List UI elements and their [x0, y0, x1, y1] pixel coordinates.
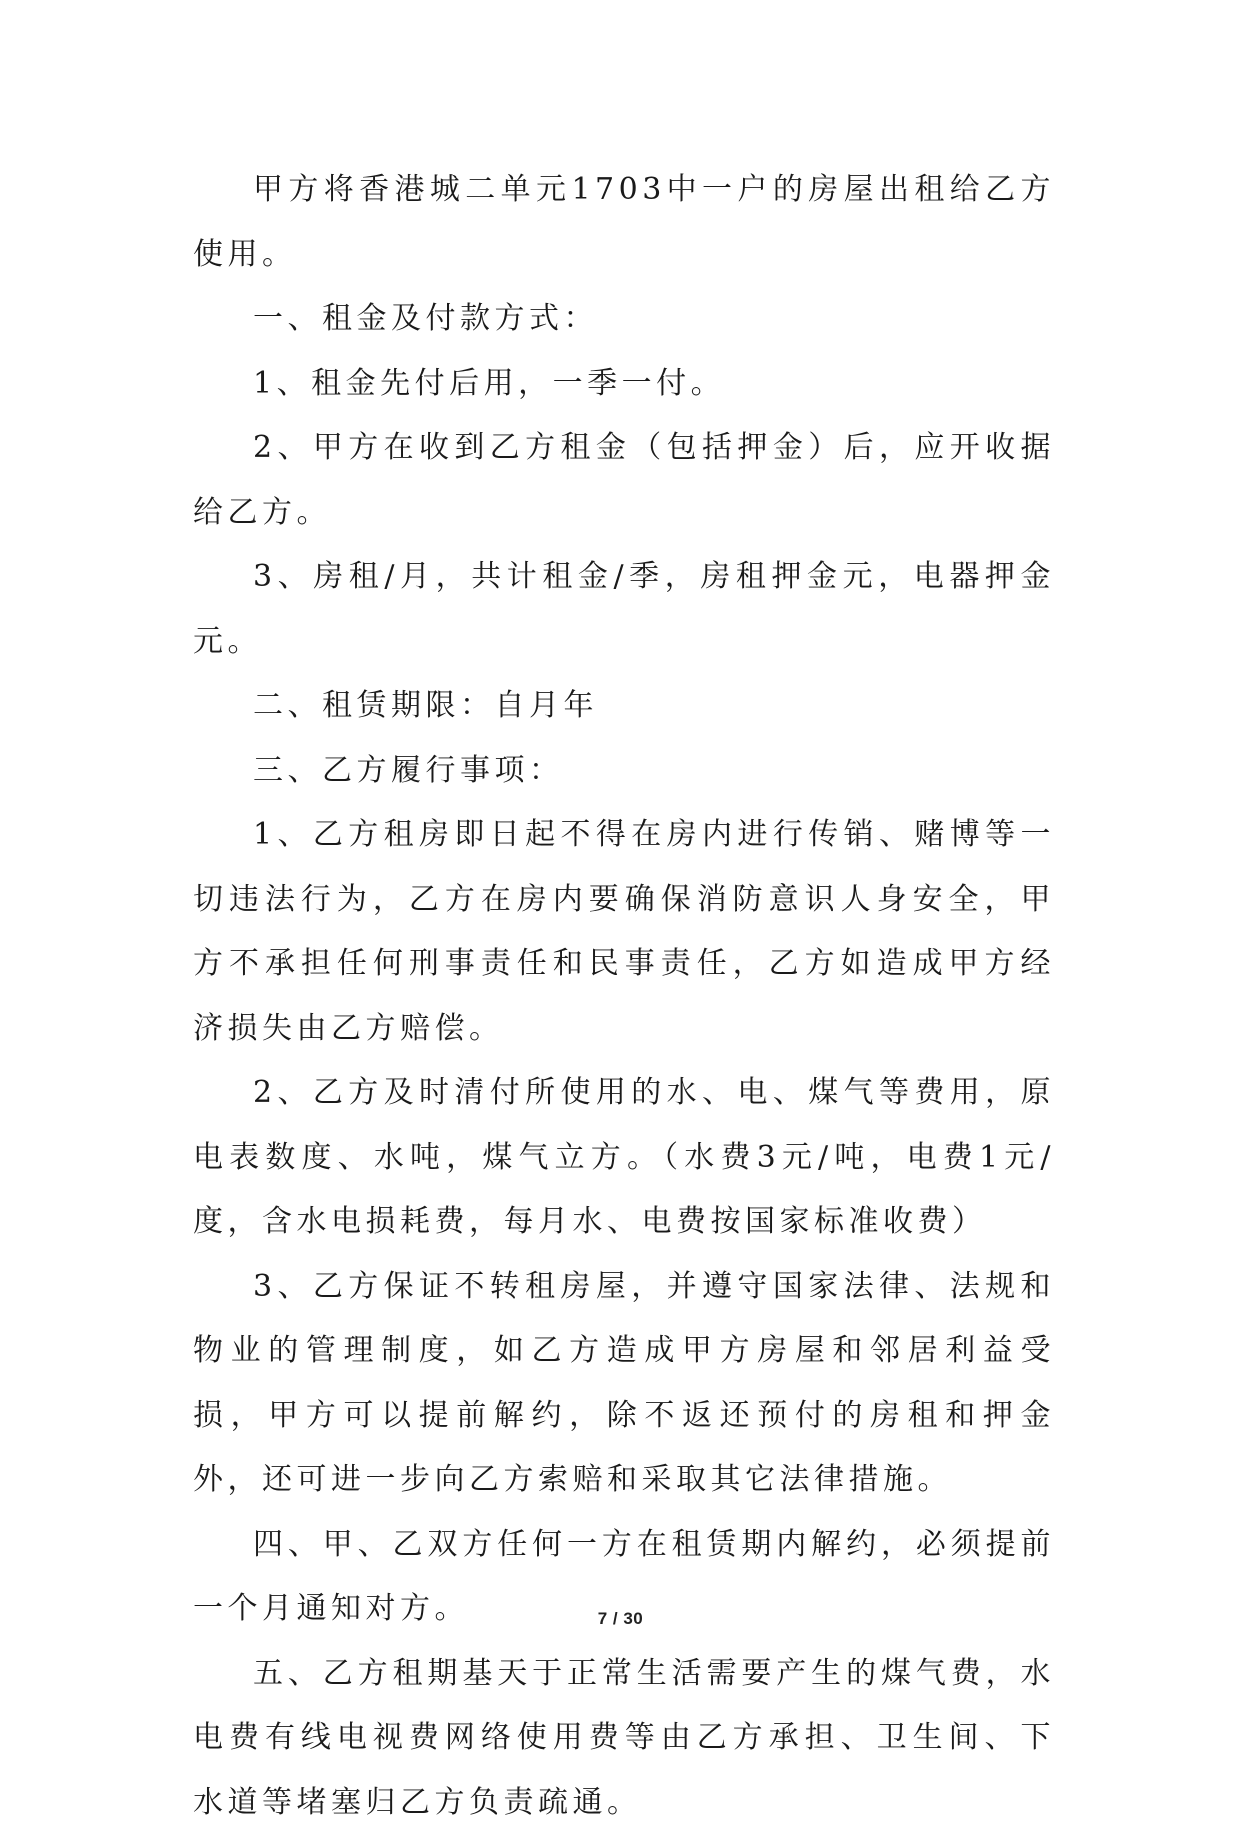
paragraph-rent-3: 3、房租/月，共计租金/季，房租押金元，电器押金元。 — [193, 545, 1055, 674]
page-number: 7 / 30 — [0, 1609, 1241, 1629]
section-heading-rent: 一、租金及付款方式： — [193, 287, 1055, 352]
section-heading-obligations: 三、乙方履行事项： — [193, 739, 1055, 804]
document-body — [193, 158, 1055, 1835]
paragraph-obligation-2: 2、乙方及时清付所使用的水、电、煤气等费用，原电表数度、水吨，煤气立方。（水费3元/吨，电费1元/度，含水电损耗费，每月水、电费按国家标准收费） — [193, 1061, 1055, 1255]
paragraph-rent-2: 2、甲方在收到乙方租金（包括押金）后，应开收据给乙方。 — [193, 416, 1055, 545]
paragraph-obligation-3: 3、乙方保证不转租房屋，并遵守国家法律、法规和物业的管理制度，如乙方造成甲方房屋和邻居利益受损，甲方可以提前解约，除不返还预付的房租和押金外，还可进一步向乙方索赔和采取其它法律措施。 — [193, 1255, 1055, 1513]
paragraph-utilities: 五、乙方租期基天于正常生活需要产生的煤气费，水电费有线电视费网络使用费等由乙方承担、卫生间、下水道等堵塞归乙方负责疏通。 — [193, 1642, 1055, 1835]
paragraph-obligation-1: 1、乙方租房即日起不得在房内进行传销、赌博等一切违法行为，乙方在房内要确保消防意识人身安全，甲方不承担任何刑事责任和民事责任，乙方如造成甲方经济损失由乙方赔偿。 — [193, 803, 1055, 1061]
paragraph-rent-1: 1、租金先付后用，一季一付。 — [193, 352, 1055, 417]
section-heading-term: 二、租赁期限：自月年 — [193, 674, 1055, 739]
paragraph-intro: 甲方将香港城二单元1703中一户的房屋出租给乙方使用。 — [193, 158, 1055, 287]
paragraph-termination: 四、甲、乙双方任何一方在租赁期内解约，必须提前一个月通知对方。 — [193, 1513, 1055, 1642]
